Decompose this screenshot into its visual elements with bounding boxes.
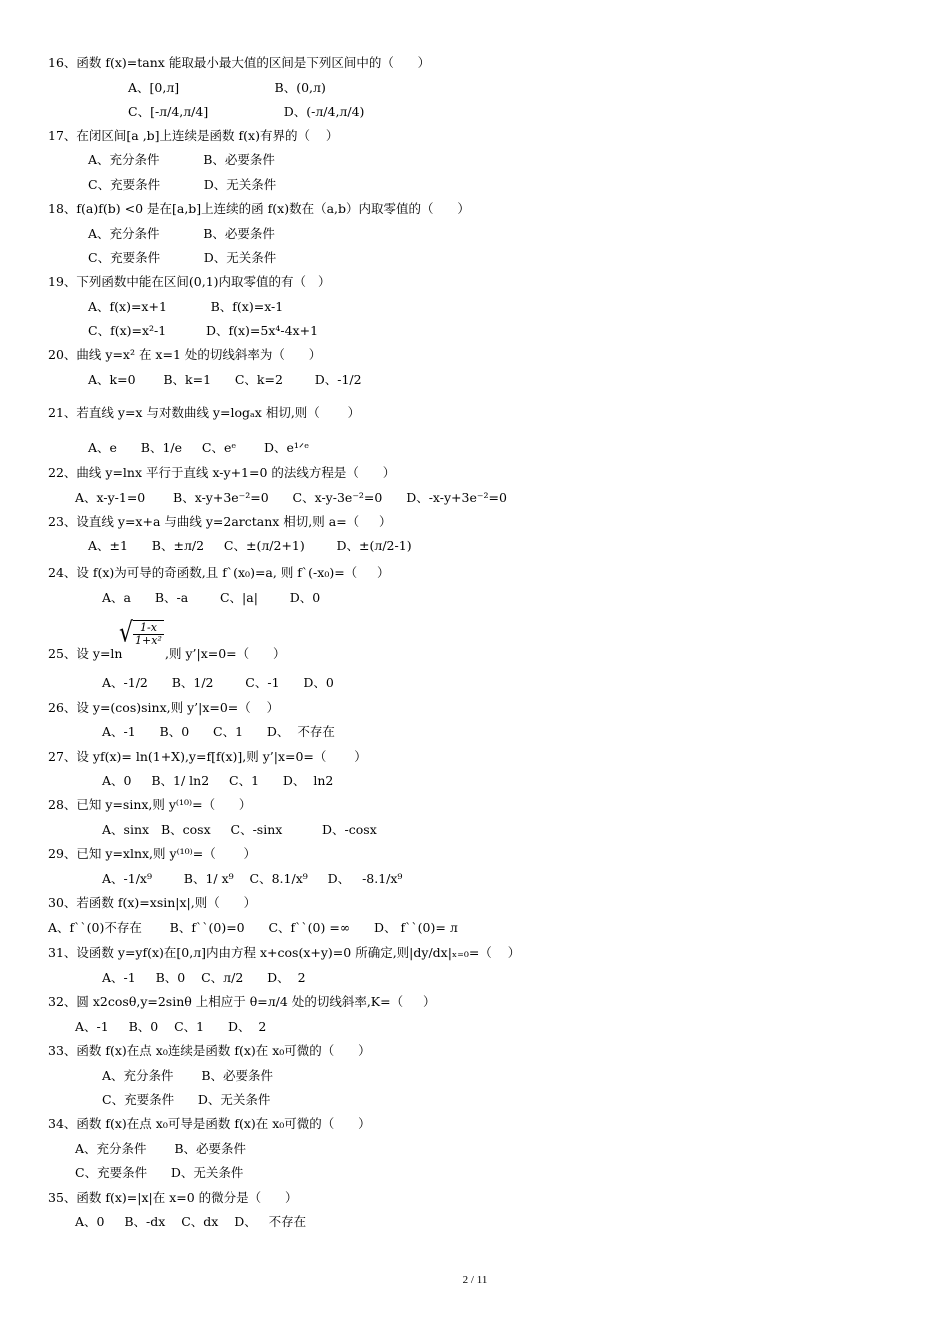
question-31: 31、设函数 y=yf(x)在[0,л]内由方程 x+cos(x+y)=0 所确定,则|dy/dx|ₓ₌₀=（ ） [48, 945, 521, 960]
radicand [133, 620, 164, 648]
question-28: 28、已知 y=sinx,则 y⁽¹⁰⁾=（ ） [48, 797, 252, 812]
question-18: 18、f(a)f(b) <0 是在[a,b]上连续的函 f(x)数在（a,b）内取零值的（ ） [48, 201, 470, 216]
radical-sign: √ [119, 617, 134, 649]
options-34-ab: A、充分条件 B、必要条件 [75, 1141, 247, 1156]
options-22: A、x-y-1=0 B、x-y+3e⁻²=0 C、x-y-3e⁻²=0 D、-x-y+3e⁻²=0 [75, 490, 507, 505]
options-23: A、±1 B、±л/2 C、±(л/2+1) D、±(л/2-1) [88, 538, 412, 553]
options-28: A、sinx B、cosx C、-sinx D、-cosx [102, 822, 377, 837]
sqrt-expression [119, 617, 164, 649]
question-32: 32、圆 x2cosθ,y=2sinθ 上相应于 θ=л/4 处的切线斜率,K=（ ） [48, 994, 436, 1009]
page-number: 2 / 11 [462, 1274, 488, 1286]
options-19-cd: C、f(x)=x²-1 D、f(x)=5x⁴-4x+1 [88, 323, 319, 338]
question-25-suffix: ,则 y’|x=0=（ ） [165, 646, 286, 661]
options-20: A、k=0 B、k=1 C、k=2 D、-1/2 [88, 372, 362, 387]
question-17: 17、在闭区间[a ,b]上连续是函数 f(x)有界的（ ） [48, 128, 339, 143]
options-32: A、-1 B、0 C、1 D、 2 [75, 1019, 267, 1034]
fraction [133, 622, 164, 647]
question-21: 21、若直线 y=x 与对数曲线 y=logₐx 相切,则（ ） [48, 405, 361, 420]
options-31: A、-1 B、0 C、л/2 D、 2 [102, 970, 306, 985]
options-24: A、a B、-a C、|a| D、0 [102, 590, 321, 605]
options-16-ab: A、[0,л] B、(0,л) [128, 80, 326, 95]
question-16: 16、函数 f(x)=tanx 能取最小最大值的区间是下列区间中的（ ） [48, 55, 431, 70]
question-30: 30、若函数 f(x)=xsin|x|,则（ ） [48, 895, 257, 910]
question-29: 29、已知 y=xlnx,则 y⁽¹⁰⁾=（ ） [48, 846, 257, 861]
question-27: 27、设 yf(x)= ln(1+X),y=f[f(x)],则 y’|x=0=（ ） [48, 749, 367, 764]
fraction-denominator: 1+x² [135, 634, 162, 647]
sqrt-fraction-formula [119, 617, 164, 649]
question-34: 34、函数 f(x)在点 x₀可导是函数 f(x)在 x₀可微的（ ） [48, 1116, 371, 1131]
options-33-ab: A、充分条件 B、必要条件 [102, 1068, 274, 1083]
options-16-cd: C、[-л/4,л/4] D、(-л/4,л/4) [128, 104, 365, 119]
question-19: 19、下列函数中能在区间(0,1)内取零值的有（ ） [48, 274, 331, 289]
options-18-cd: C、充要条件 D、无关条件 [88, 250, 277, 265]
fraction-numerator: 1-x [139, 621, 157, 634]
options-21: A、e B、1/e C、eᵉ D、e¹ᐟᵉ [88, 440, 310, 455]
options-19-ab: A、f(x)=x+1 B、f(x)=x-1 [88, 299, 284, 314]
options-34-cd: C、充要条件 D、无关条件 [75, 1165, 244, 1180]
options-17-cd: C、充要条件 D、无关条件 [88, 177, 277, 192]
options-25: A、-1/2 B、1/2 C、-1 D、0 [102, 675, 334, 690]
options-18-ab: A、充分条件 B、必要条件 [88, 226, 275, 241]
options-29: A、-1/x⁹ B、1/ x⁹ C、8.1/x⁹ D、 -8.1/x⁹ [102, 871, 403, 886]
question-35: 35、函数 f(x)=|x|在 x=0 的微分是（ ） [48, 1190, 298, 1205]
options-17-ab: A、充分条件 B、必要条件 [88, 152, 275, 167]
question-22: 22、曲线 y=lnx 平行于直线 x-y+1=0 的法线方程是（ ） [48, 465, 396, 480]
options-27: A、0 B、1/ ln2 C、1 D、 ln2 [102, 773, 334, 788]
question-20: 20、曲线 y=x² 在 x=1 处的切线斜率为（ ） [48, 347, 322, 362]
options-30: A、f``(0)不存在 B、f``(0)=0 C、f``(0) =∞ D、 f``(0)= л [48, 920, 458, 935]
question-26: 26、设 y=(cos)sinx,则 y’|x=0=（ ） [48, 700, 280, 715]
question-24: 24、设 f(x)为可导的奇函数,且 f`(x₀)=a, 则 f`(-x₀)=（ ） [48, 565, 390, 580]
options-35: A、0 B、-dx C、dx D、 不存在 [75, 1214, 307, 1229]
question-23: 23、设直线 y=x+a 与曲线 y=2arctanx 相切,则 a=（ ） [48, 514, 392, 529]
question-25-prefix: 25、设 y=ln [48, 646, 123, 661]
question-33: 33、函数 f(x)在点 x₀连续是函数 f(x)在 x₀可微的（ ） [48, 1043, 371, 1058]
options-33-cd: C、充要条件 D、无关条件 [102, 1092, 271, 1107]
options-26: A、-1 B、0 C、1 D、 不存在 [102, 724, 335, 739]
